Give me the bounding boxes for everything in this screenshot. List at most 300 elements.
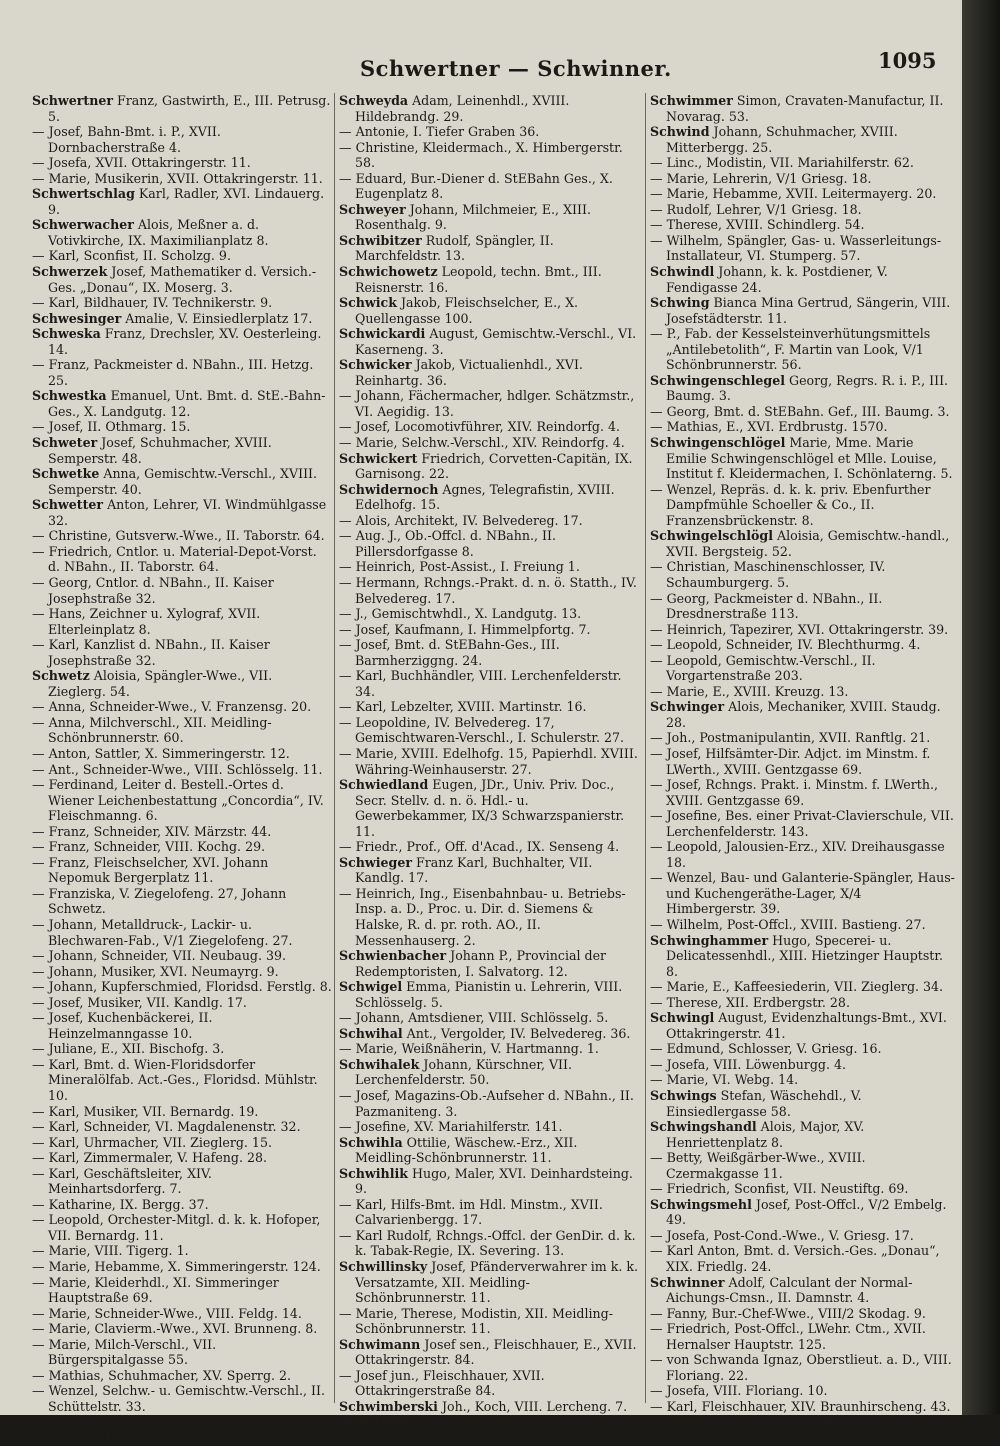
entry-text: — Anton, Sattler, X. Simmeringerstr. 12. [32, 745, 290, 761]
directory-entry [650, 637, 955, 653]
entry-text: — Marie, Hebamme, XVII. Leitermayerg. 20. [650, 186, 937, 202]
entry-text: — Karl, Zimmermaler, V. Hafeng. 28. [32, 1150, 267, 1166]
directory-entry [650, 264, 955, 295]
entry-text: — Franz, Schneider, VIII. Kochg. 29. [32, 839, 266, 855]
entry-text: August, Gemischtw.-Verschl., VI. Kaserneng. 3. [355, 326, 637, 357]
directory-entry [339, 171, 639, 202]
directory-entry [650, 746, 955, 777]
entry-text: — Marie, VIII. Tigerg. 1. [32, 1243, 189, 1259]
directory-entry [650, 1010, 955, 1041]
scan-edge [962, 0, 1000, 1415]
entry-text: Anton, Lehrer, VI. Windmühlgasse 32. [48, 497, 327, 528]
directory-entry [650, 419, 955, 435]
directory-entry [650, 1150, 955, 1181]
directory-entry [32, 497, 332, 528]
directory-entry [32, 575, 332, 606]
entry-text: Bianca Mina Gertrud, Sängerin, VIII. Josefstädterstr. 11. [666, 295, 951, 326]
directory-entry [32, 1150, 332, 1166]
directory-entry [32, 746, 332, 762]
entry-text: — Josef jun., Fleischhauer, XVII. Ottakringerstraße 84. [339, 1367, 545, 1399]
directory-entry [32, 964, 332, 980]
entry-text: — Heinrich, Tapezirer, XVI. Ottakringerstr. 39. [650, 621, 949, 637]
entry-surname: Schweska [32, 326, 101, 342]
entry-surname: Schwetter [32, 497, 104, 513]
entry-surname: Schwings [650, 1088, 717, 1103]
entry-surname: Schwidernoch [339, 481, 439, 497]
entry-text: Hugo, Specerei- u. Delicatessenhdl., XIII. Hietzinger Hauptstr. 8. [666, 932, 944, 979]
entry-surname: Schwestka [32, 388, 107, 404]
directory-column-2 [339, 93, 639, 1446]
directory-entry [650, 730, 955, 746]
entry-text: — von Schwanda Ignaz, Oberstlieut. a. D., VIII. Floriang. 22. [650, 1352, 952, 1383]
directory-entry [32, 1197, 332, 1213]
entry-surname: Schwickert [339, 450, 418, 466]
entry-text: — Aug. J., Ob.-Offcl. d. NBahn., II. Pillersdorfgasse 8. [339, 528, 556, 559]
entry-text: — Marie, Kleiderhdl., XI. Simmeringer Hauptstraße 69. [32, 1274, 279, 1306]
entry-text: — Betty, Weißgärber-Wwe., XVIII. Czermakgasse 11. [650, 1150, 866, 1181]
entry-surname: Schwingenschlögel [650, 435, 786, 451]
directory-entry [650, 404, 955, 420]
entry-surname: Schwimmer [339, 1414, 422, 1430]
directory-entry [339, 124, 639, 140]
directory-entry [339, 233, 639, 264]
directory-entry [32, 1383, 332, 1414]
directory-entry [32, 668, 332, 699]
entry-surname: Schwicker [339, 357, 412, 373]
entry-text: Agnes, Telegrafistin, XVIII. Edelhofg. 15. [355, 481, 615, 513]
entry-text: — Eduard, Bur.-Diener d. StEBahn Ges., X. Eugenplatz 8. [339, 170, 613, 202]
directory-entry [32, 1414, 332, 1445]
entry-surname: Schweyer [339, 201, 406, 217]
entry-text: Aloisia, Spängler-Wwe., VII. Zieglerg. 54. [48, 668, 273, 699]
entry-surname: Schwetke [32, 466, 100, 482]
entry-surname: Schwetz [32, 668, 90, 684]
entry-surname: Schwimann [339, 1336, 421, 1352]
entry-text: — Wenzel, Repräs. d. k. k. priv. Ebenfurther Dampfmühle Schoeller & Co., II. Franzensbrückenstr. 8. [650, 481, 931, 528]
directory-entry [32, 1259, 332, 1275]
entry-surname: Schwind [650, 124, 710, 140]
directory-entry [339, 699, 639, 715]
entry-text: — Josef, Rchngs. Prakt. i. Minstm. f. LWerth., XVIII. Gentzgasse 69. [650, 777, 938, 808]
entry-surname: Schwihlik [339, 1165, 408, 1181]
entry-text: — Marie, XVIII. Edelhofg. 15, Papierhdl. XVIII. Währing-Weinhauserstr. 27. [339, 745, 638, 777]
entry-surname: Schwindl [650, 264, 715, 280]
entry-text: — Josef, Kaufmann, I. Himmelpfortg. 7. [339, 621, 591, 637]
directory-entry [650, 839, 955, 870]
entry-text: — Paul, I. Kärnthnerring 9. [339, 1430, 513, 1446]
entry-text: — Josef, Magazins-Ob.-Aufseher d. NBahn., II. Pazmaniteng. 3. [339, 1088, 634, 1119]
directory-entry [339, 528, 639, 559]
directory-entry [339, 264, 639, 295]
entry-text: — Leopoldine, IV. Belvedereg. 17, Gemischtwaren-Verschl., I. Schulerstr. 27. [339, 714, 625, 746]
entry-text: — Georg, Cntlor. d. NBahn., II. Kaiser Josephstraße 32. [32, 574, 274, 606]
directory-entry [32, 311, 332, 327]
entry-text: — Heinrich, Ing., Eisenbahnbau- u. Betriebs-Insp. a. D., Proc. u. Dir. d. Siemens & Halske, R. d. pr. roth. AO., II. Messenhauserg. 2. [339, 885, 626, 948]
entry-text: — Friedrich, Sconfist, VII. Neustiftg. 69. [650, 1181, 909, 1197]
entry-text: — Karl, Lebzelter, XVIII. Martinstr. 16. [339, 699, 587, 715]
directory-entry [339, 1057, 639, 1088]
entry-surname: Schwichowetz [339, 264, 438, 280]
directory-entry [339, 388, 639, 419]
entry-text: Leopold, techn. Bmt., III. Reisnerstr. 16. [355, 264, 602, 295]
directory-entry [650, 1399, 955, 1415]
directory-entry [339, 777, 639, 839]
entry-text: — Mathias, E., XVI. Erdbrustg. 1570. [650, 419, 888, 435]
entry-surname: Schwinghammer [650, 932, 769, 948]
directory-entry [650, 777, 955, 808]
directory-entry [339, 93, 639, 124]
entry-text: — Johann, Kupferschmied, Floridsd. Ferstlg. 8. [32, 979, 332, 995]
entry-text: — Karl, Geschäftsleiter, XIV. Meinhartsdorferg. 7. [32, 1165, 212, 1197]
directory-entry [32, 435, 332, 466]
entry-text: Rudolf, Spängler, II. Marchfeldstr. 13. [355, 232, 554, 264]
directory-entry [650, 917, 955, 933]
directory-entry [650, 295, 955, 326]
entry-text: — Franz, Packmeister d. NBahn., III. Hetzg. 25. [32, 357, 314, 388]
directory-entry [339, 839, 639, 855]
entry-text: — Karl, Kanzlist d. NBahn., II. Kaiser Josephstraße 32. [32, 637, 270, 668]
entry-text: — Georg, Bmt. d. StEBahn. Gef., III. Baumg. 3. [650, 403, 950, 419]
directory-column-3 [650, 93, 955, 1430]
directory-entry [650, 124, 955, 155]
directory-entry [32, 171, 332, 187]
directory-entry [339, 357, 639, 388]
entry-text: — Franz, Schneider, XIV. Märzstr. 44. [32, 823, 272, 839]
directory-entry [650, 622, 955, 638]
entry-text: — Heinrich, Post-Assist., I. Freiung 1. [339, 559, 580, 575]
directory-entry [339, 435, 639, 451]
entry-text: — Karl Anton, Bmt. d. Versich.-Ges. „Donau“, XIX. Friedlg. 24. [650, 1243, 940, 1275]
directory-entry [650, 326, 955, 373]
directory-entry [339, 948, 639, 979]
entry-text: — Wilhelm, Post-Offcl., XVIII. Bastieng. 27. [650, 916, 926, 932]
entry-surname: Schwimmer [650, 93, 733, 108]
running-title: Schwertner — Schwinner. [360, 56, 672, 81]
entry-surname: Schwertschlag [32, 186, 135, 202]
directory-entry [32, 217, 332, 248]
entry-text: — Wilhelm, Spängler, Gas- u. Wasserleitungs-Installateur, VI. Stumperg. 57. [650, 232, 942, 264]
entry-text: — Marie, Clavierm.-Wwe., XVI. Brunneng. 8. [32, 1321, 318, 1337]
entry-text: — Franziska, V. Ziegelofeng. 27, Johann Schwetz. [32, 885, 287, 917]
directory-entry [650, 1119, 955, 1150]
entry-text: — Marie, E., XVIII. Kreuzg. 13. [650, 683, 849, 699]
entry-text: Jakob, Victualienhdl., XVI. Reinhartg. 36. [355, 357, 583, 388]
entry-text: Adolf, II. Flossg. 3. [421, 1414, 547, 1430]
directory-entry [650, 217, 955, 233]
entry-text: — Antonie, I. Tiefer Graben 36. [339, 124, 540, 140]
directory-entry [32, 248, 332, 264]
entry-text: — Hermann, Rchngs.-Prakt. d. n. ö. Statth., IV. Belvedereg. 17. [339, 574, 637, 606]
entry-text: Franz, Drechsler, XV. Oesterleing. 14. [48, 326, 322, 357]
entry-text: — Wenzel, Selchw.- u. Gemischtw.-Verschl., II. Schüttelstr. 33. [32, 1383, 325, 1414]
directory-entry [32, 1166, 332, 1197]
directory-entry [650, 870, 955, 917]
directory-entry [32, 1135, 332, 1151]
entry-text: — Johann, Musiker, XVI. Neumayrg. 9. [32, 963, 279, 979]
directory-entry [32, 1368, 332, 1384]
column-divider [645, 93, 646, 1403]
entry-text: Alois, Major, XV. Henriettenplatz 8. [666, 1119, 865, 1150]
entry-surname: Schwick [339, 295, 397, 311]
entry-text: — Friedrich, Post-Offcl., LWehr. Ctm., XVII. Hernalser Hauptstr. 125. [650, 1321, 926, 1352]
entry-text: Josef, Pfänderverwahrer im k. k. Versatzamte, XII. Meidling-Schönbrunnerstr. 11. [355, 1259, 638, 1306]
directory-entry [32, 777, 332, 824]
entry-text: — Marie, Lehrerin, V/1 Griesg. 18. [650, 170, 872, 186]
entry-surname: Schwertner [32, 93, 114, 108]
entry-surname: Schwihalek [339, 1056, 420, 1072]
entry-text: — Josefa, XVII. Ottakringerstr. 11. [32, 155, 251, 171]
directory-entry [32, 839, 332, 855]
directory-entry [339, 1119, 639, 1135]
directory-entry [650, 1041, 955, 1057]
entry-text: Georg, Regrs. R. i. P., III. Baumg. 3. [666, 372, 949, 404]
entry-text: — Marie, Selchw.-Verschl., XIV. Reindorfg. 4. [339, 435, 625, 451]
directory-entry [32, 606, 332, 637]
entry-text: Adam, Leinenhdl., XVIII. Hildebrandg. 29. [355, 93, 570, 124]
directory-entry [339, 419, 639, 435]
entry-surname: Schwingshandl [650, 1119, 757, 1135]
directory-entry [32, 357, 332, 388]
entry-text: Emanuel, Unt. Bmt. d. StE.-Bahn-Ges., X. Landgutg. 12. [48, 388, 326, 419]
entry-text: — Josef, Hilfsämter-Dir. Adjct. im Minstm. f. LWerth., XVIII. Gentzgasse 69. [650, 745, 931, 777]
directory-entry [32, 1275, 332, 1306]
directory-entry [650, 435, 955, 482]
directory-entry [339, 513, 639, 529]
entry-text: — Karl, Bildhauer, IV. Technikerstr. 9. [32, 295, 273, 311]
entry-surname: Schwingsmehl [650, 1196, 752, 1212]
entry-text: Josef, Post-Offcl., V/2 Embelg. 49. [666, 1196, 947, 1228]
entry-text: Aloisia, Gemischtw.-handl., XVII. Bergsteig. 52. [666, 528, 950, 559]
entry-text: — Katharine, IX. Bergg. 37. [32, 1196, 209, 1212]
directory-entry [339, 1197, 639, 1228]
page-header [0, 50, 970, 90]
entry-text: — Karl Rudolf, Rchngs.-Offcl. der GenDir. d. k. k. Tabak-Regie, IX. Severing. 13. [339, 1227, 636, 1259]
entry-surname: Schwerzek [32, 264, 108, 280]
directory-entry [32, 1041, 332, 1057]
entry-text: — Anna, Schneider-Wwe., V. Franzensg. 20. [32, 699, 312, 715]
directory-entry [650, 373, 955, 404]
entry-text: — Marie, Milch-Verschl., VII. Bürgerspitalgasse 55. [32, 1336, 217, 1368]
directory-entry [32, 1212, 332, 1243]
directory-entry [339, 482, 639, 513]
directory-entry [32, 528, 332, 544]
entry-text: — Ant., Schneider-Wwe., VIII. Schlösselg. 11. [32, 761, 323, 777]
entry-surname: Schwingl [650, 1010, 715, 1026]
entry-text: — Josef, Kuchenbäckerei, II. Heinzelmanngasse 10. [32, 1010, 213, 1041]
directory-entry [32, 419, 332, 435]
directory-entry [339, 715, 639, 746]
directory-entry [339, 1399, 639, 1415]
entry-surname: Schwinner [650, 1274, 725, 1290]
directory-entry [339, 606, 639, 622]
entry-text: — Franz, Fleischselcher, XVI. Johann Nepomuk Bergerplatz 11. [32, 854, 269, 886]
directory-entry [650, 171, 955, 187]
directory-entry [650, 1383, 955, 1399]
directory-entry [339, 1041, 639, 1057]
directory-entry [32, 855, 332, 886]
directory-entry [339, 1026, 639, 1042]
directory-entry [32, 917, 332, 948]
entry-text: — Karl, Buchhändler, VIII. Lerchenfelderstr. 34. [339, 668, 622, 699]
entry-text: — Karl, Sconfist, II. Scholzg. 9. [32, 248, 231, 264]
entry-text: — Mathias, Schuhmacher, XV. Sperrg. 2. [32, 1367, 292, 1383]
entry-text: — Josef, Musiker, VII. Kandlg. 17. [32, 994, 247, 1010]
directory-entry [32, 155, 332, 171]
directory-entry [32, 388, 332, 419]
entry-text: Alois, Meßner a. d. Votivkirche, IX. Maximilianplatz 8. [48, 217, 269, 248]
entry-text: — Therese, XVIII. Schindlerg. 54. [650, 217, 865, 233]
directory-entry [339, 202, 639, 233]
entry-text: — Joh., Postmanipulantin, XVII. Ranftlg. 21. [650, 730, 931, 746]
entry-text: — Friedr., Prof., Off. d'Acad., IX. Senseng 4. [339, 839, 620, 855]
directory-entry [32, 824, 332, 840]
entry-surname: Schwesinger [32, 310, 122, 326]
directory-entry [339, 1414, 639, 1430]
directory-entry [32, 948, 332, 964]
directory-entry [32, 637, 332, 668]
directory-entry [32, 93, 332, 124]
directory-entry [650, 1072, 955, 1088]
entry-text: Franz, Gastwirth, E., III. Petrusg. 5. [48, 93, 331, 124]
entry-text: — Therese, XII. Erdbergstr. 28. [650, 994, 850, 1010]
column-divider [334, 93, 335, 1403]
entry-text: — P., Fab. der Kesselsteinverhütungsmittels „Antilebetolith“, F. Martin van Look, V/1 Schönbrunnerstr. 56. [650, 326, 931, 373]
directory-entry [650, 684, 955, 700]
entry-text: — Edmund, Schlosser, V. Griesg. 16. [650, 1041, 882, 1057]
entry-text: — Johann, Schneider, VII. Neubaug. 39. [32, 948, 287, 964]
directory-entry [650, 808, 955, 839]
directory-entry [650, 699, 955, 730]
directory-entry [339, 1228, 639, 1259]
directory-entry [650, 1243, 955, 1274]
entry-surname: Schwing [650, 295, 710, 311]
entry-text: Johann, k. k. Postdiener, V. Fendigasse 24. [666, 264, 888, 295]
entry-text: — Marie, E., Kaffeesiederin, VII. Zieglerg. 34. [650, 979, 944, 995]
entry-surname: Schwerwacher [32, 217, 134, 233]
directory-entry [339, 1135, 639, 1166]
directory-entry [339, 1010, 639, 1026]
entry-text: — Karl, Musiker, VII. Bernardg. 19. [32, 1103, 259, 1119]
directory-entry [650, 1181, 955, 1197]
directory-entry [650, 1352, 955, 1383]
entry-surname: Schwillinsky [339, 1259, 428, 1275]
directory-entry [650, 653, 955, 684]
entry-text: — Karl, Uhrmacher, VII. Zieglerg. 15. [32, 1134, 272, 1150]
directory-entry [650, 591, 955, 622]
entry-text: — Linc., Modistin, VII. Mariahilferstr. 62. [650, 155, 914, 171]
directory-entry [339, 575, 639, 606]
directory-entry [339, 668, 639, 699]
directory-entry [339, 637, 639, 668]
entry-text: — Juliane, E., XII. Bischofg. 3. [32, 1041, 225, 1057]
entry-surname: Schwinger [650, 699, 725, 715]
directory-entry [32, 295, 332, 311]
entry-text: — Josef, Locomotivführer, XIV. Reindorfg. 4. [339, 419, 620, 435]
directory-entry [32, 715, 332, 746]
directory-entry [650, 528, 955, 559]
directory-entry [32, 466, 332, 497]
directory-entry [650, 482, 955, 529]
entry-text: Jakob, Fleischselcher, E., X. Quellengasse 100. [355, 295, 579, 326]
entry-text: — Anna, Milchverschl., XII. Meidling-Schönbrunnerstr. 60. [32, 714, 272, 746]
entry-text: — Leopold, Jalousien-Erz., XIV. Dreihausgasse 18. [650, 839, 945, 870]
directory-entry [339, 855, 639, 886]
directory-entry [650, 155, 955, 171]
entry-text: — Friedrich, Cntlor. u. Material-Depot-Vorst. d. NBahn., II. Taborstr. 64. [32, 543, 317, 575]
directory-column-1 [32, 93, 332, 1446]
directory-entry [32, 1337, 332, 1368]
directory-entry [339, 295, 639, 326]
directory-entry [650, 186, 955, 202]
entry-text: — Marie, Therese, Modistin, XII. Meidling-Schönbrunnerstr. 11. [339, 1305, 613, 1337]
entry-text: Amalie, V. Einsiedlerplatz 17. [121, 310, 313, 326]
directory-entry [32, 124, 332, 155]
entry-text: — Marie, Musikerin, XVII. Ottakringerstr. 11. [32, 170, 323, 186]
directory-entry [650, 1306, 955, 1322]
directory-entry [32, 1119, 332, 1135]
entry-surname: Schwienbacher [339, 948, 447, 964]
entry-surname: Schwihal [339, 1025, 403, 1041]
directory-entry [32, 1306, 332, 1322]
directory-entry [339, 746, 639, 777]
directory-entry [32, 1321, 332, 1337]
entry-surname: Schwihla [339, 1134, 403, 1150]
entry-text: — Johann, Metalldruck-, Lackir- u. Blechwaren-Fab., V/1 Ziegelofeng. 27. [32, 916, 293, 948]
entry-text: — Karl, Schneider, VI. Magdalenenstr. 32. [32, 1119, 301, 1135]
directory-entry [650, 1275, 955, 1306]
directory-entry [650, 1197, 955, 1228]
entry-text: — Marie, VI. Webg. 14. [650, 1072, 799, 1088]
entry-text: Stefan, Wäschehdl., V. Einsiedlergasse 58. [666, 1088, 862, 1119]
directory-entry [32, 1104, 332, 1120]
entry-text: — Wenzel, Schneider, IX. Bergg. 37, G. IX. Bergg. 31. [32, 1414, 303, 1446]
entry-text: — Josefa, VIII. Floriang. 10. [650, 1383, 828, 1399]
entry-surname: Schweyda [339, 93, 409, 108]
entry-surname: Schwingenschlegel [650, 372, 785, 388]
directory-entry [339, 622, 639, 638]
entry-text: Eugen, JDr., Univ. Priv. Doc., Secr. Stellv. d. n. ö. Hdl.- u. Gewerbekammer, IX/3 Schwarzspanierstr. 11. [355, 777, 625, 839]
entry-text: Ant., Vergolder, IV. Belvedereg. 36. [402, 1025, 631, 1041]
entry-text: Josef sen., Fleischhauer, E., XVII. Ottakringerstr. 84. [355, 1336, 637, 1368]
entry-text: — Leopold, Milchmeier, XVII. Gilmg. 3. [650, 1414, 900, 1430]
directory-entry [32, 1243, 332, 1259]
entry-text: — Marie, Hebamme, X. Simmeringerstr. 124. [32, 1259, 321, 1275]
entry-text: — Karl, Bmt. d. Wien-Floridsdorfer Mineralölfab. Act.-Ges., Floridsd. Mühlstr. 10. [32, 1056, 318, 1103]
directory-entry [32, 886, 332, 917]
entry-text: — Leopold, Schneider, IV. Blechthurmg. 4. [650, 637, 921, 653]
directory-entry [32, 544, 332, 575]
directory-entry [339, 979, 639, 1010]
entry-text: Adolf, Calculant der Normal-Aichungs-Cmsn., II. Damnstr. 4. [666, 1274, 913, 1306]
directory-entry [650, 1088, 955, 1119]
entry-text: Johann P., Provincial der Redemptoristen, I. Salvatorg. 12. [355, 948, 607, 979]
page-number: 1095 [878, 48, 937, 73]
directory-entry [339, 1166, 639, 1197]
directory-entry [650, 979, 955, 995]
entry-text: — Christine, Kleidermach., X. Himbergerstr. 58. [339, 139, 623, 171]
entry-text: Josef, Schuhmacher, XVIII. Semperstr. 48. [48, 435, 272, 466]
directory-entry [650, 933, 955, 980]
entry-text: — Josefa, VIII. Löwenburgg. 4. [650, 1056, 846, 1072]
directory-entry [339, 451, 639, 482]
directory-entry [32, 326, 332, 357]
directory-entry [339, 559, 639, 575]
entry-surname: Schweter [32, 435, 98, 451]
entry-text: — Fanny, Bur.-Chef-Wwe., VIII/2 Skodag. 9. [650, 1305, 926, 1321]
entry-text: — Alois, Architekt, IV. Belvedereg. 17. [339, 512, 583, 528]
entry-text: — Josefine, XV. Mariahilferstr. 141. [339, 1119, 563, 1135]
directory-entry [339, 1368, 639, 1399]
